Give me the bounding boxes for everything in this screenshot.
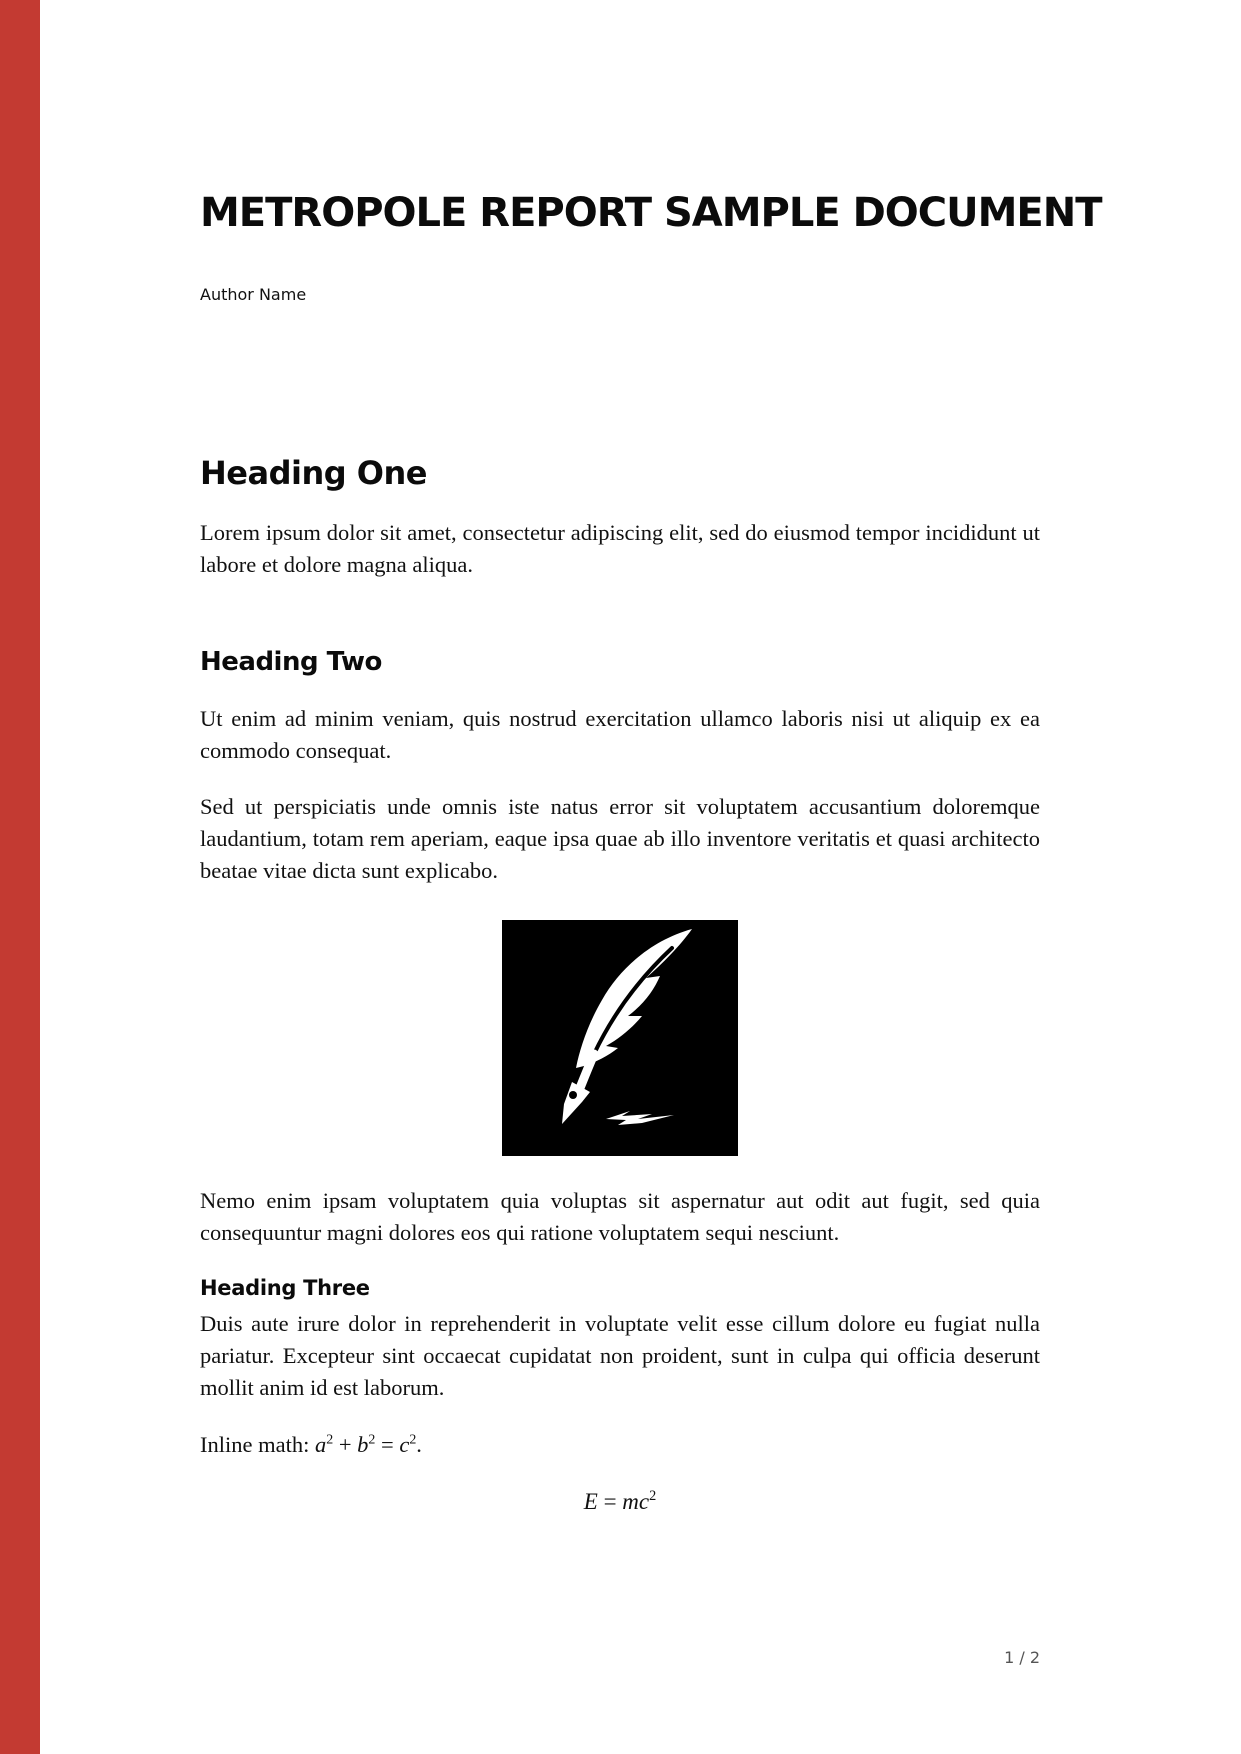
- paragraph-nemo-enim: Nemo enim ipsam voluptatem quia voluptas sit aspernatur aut odit aut fugit, sed quia consequuntur magni dolores eos qui ratione voluptatem sequi nesciunt.: [200, 1188, 1040, 1245]
- quill-pen-icon: [502, 920, 738, 1156]
- heading-two: Heading Two: [200, 647, 382, 677]
- accent-sidebar: [0, 0, 40, 1754]
- document-title: METROPOLE REPORT SAMPLE DOCUMENT: [200, 190, 1102, 236]
- paragraph-lorem: Lorem ipsum dolor sit amet, consectetur adipiscing elit, sed do eiusmod tempor incididunt ut labore et dolore magna aliqua.: [200, 520, 1040, 577]
- paragraph-sed-ut: Sed ut perspiciatis unde omnis iste natus error sit voluptatem accusantium doloremque laudantium, totam rem aperiam, eaque ipsa quae ab illo inventore veritatis et quasi architecto beatae vitae dicta sunt explicabo.: [200, 794, 1040, 883]
- heading-three: Heading Three: [200, 1276, 370, 1300]
- display-math-equation: $E = mc^2$: [583, 1488, 657, 1514]
- heading-one: Heading One: [200, 454, 427, 492]
- paragraph-inline-math: Inline math: $a^2 + b^2 = c^2$.: [200, 1432, 422, 1457]
- page-number: 1 / 2: [1004, 1648, 1040, 1667]
- author-name: Author Name: [200, 285, 307, 304]
- paragraph-ut-enim: Ut enim ad minim veniam, quis nostrud exercitation ullamco laboris nisi ut aliquip ex ea commodo consequat.: [200, 706, 1040, 763]
- inline-math-label: Inline math:: [200, 1432, 310, 1457]
- inline-math-equation: $a^2 + b^2 = c^2$: [314, 1432, 417, 1457]
- paragraph-duis-aute: Duis aute irure dolor in reprehenderit in voluptate velit esse cillum dolore eu fugiat nulla pariatur. Excepteur sint occaecat cupidatat non proident, sunt in culpa qui officia deserunt mollit anim id est laborum.: [200, 1311, 1040, 1400]
